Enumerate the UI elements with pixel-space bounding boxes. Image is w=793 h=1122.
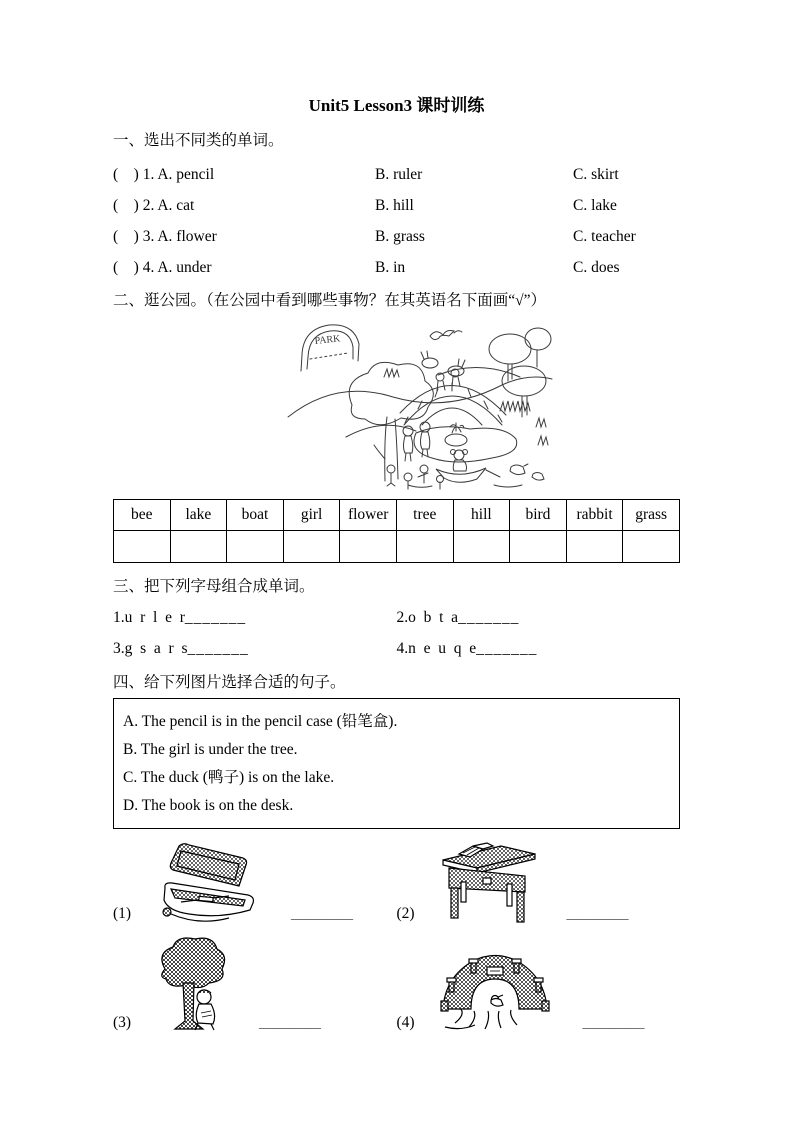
answer-cell[interactable] xyxy=(114,531,171,563)
scramble-letters: o b t a xyxy=(408,609,459,626)
option-c: C. skirt xyxy=(573,166,619,183)
exercise3-heading: 三、把下列字母组合成单词。 xyxy=(113,578,315,595)
picture-item-3 xyxy=(113,935,397,1033)
option-b: B. grass xyxy=(375,228,425,245)
book-on-desk-image xyxy=(435,838,539,924)
option-b: B. in xyxy=(375,259,406,276)
park-illustration xyxy=(288,319,552,491)
exercise1-row xyxy=(113,227,680,246)
answer-bracket[interactable]: ( ) xyxy=(113,228,139,245)
word-cell: lake xyxy=(170,500,227,531)
option-a: 1. A. pencil xyxy=(142,166,215,183)
duck-icon xyxy=(510,464,544,480)
answer-cell[interactable] xyxy=(283,531,340,563)
option-b: B. ruler xyxy=(375,166,423,183)
girl-under-tree-image xyxy=(151,935,231,1033)
answer-blank[interactable]: _______ xyxy=(458,609,520,626)
tree-icon xyxy=(349,362,433,481)
pencil-case-image xyxy=(151,842,263,924)
park-word-table xyxy=(113,499,680,563)
picture-item-4 xyxy=(397,943,681,1033)
park-sign-label: PARK xyxy=(314,333,341,347)
exercise3-grid xyxy=(113,597,680,659)
bridge-icon xyxy=(400,369,506,425)
answer-row xyxy=(114,531,680,563)
picture-number: (2) xyxy=(396,905,415,922)
answer-blank[interactable]: _______ xyxy=(187,640,249,657)
sentence-a: A. The pencil is in the pencil case (铅笔盒). xyxy=(123,713,398,730)
duck-under-bridge-image xyxy=(435,943,555,1033)
word-header-row xyxy=(114,500,680,531)
answer-bracket[interactable]: ( ) xyxy=(113,166,139,183)
exercise1-row xyxy=(113,196,680,215)
picture-answer-blank[interactable]: ________ xyxy=(582,1014,645,1031)
bird-icon xyxy=(430,331,462,340)
scramble-item xyxy=(113,608,397,628)
picture-row xyxy=(113,838,680,924)
sentence-box xyxy=(113,698,680,829)
picture-number: (1) xyxy=(113,905,132,922)
scramble-letters: g s a r s xyxy=(124,640,188,657)
exercise1-row xyxy=(113,258,680,277)
tree-icon xyxy=(489,328,551,417)
picture-item-2 xyxy=(397,838,681,924)
word-cell: tree xyxy=(396,500,453,531)
answer-cell[interactable] xyxy=(510,531,567,563)
picture-item-1 xyxy=(113,842,397,924)
exercise1-row xyxy=(113,165,680,184)
park-gate-icon xyxy=(301,325,359,371)
word-cell: boat xyxy=(227,500,284,531)
answer-cell[interactable] xyxy=(170,531,227,563)
option-a: 3. A. flower xyxy=(142,228,217,245)
scramble-letters: u r l e r xyxy=(124,609,185,626)
answer-cell[interactable] xyxy=(566,531,623,563)
word-cell: girl xyxy=(283,500,340,531)
page-title: Unit5 Lesson3 课时训练 xyxy=(308,96,485,115)
item-number: 4. xyxy=(396,640,409,657)
answer-cell[interactable] xyxy=(396,531,453,563)
option-c: C. teacher xyxy=(573,228,636,245)
option-c: C. lake xyxy=(573,197,617,214)
scramble-item xyxy=(397,608,681,628)
picture-answer-blank[interactable]: ________ xyxy=(259,1014,321,1031)
option-b: B. hill xyxy=(375,197,414,214)
option-a: 4. A. under xyxy=(142,259,212,276)
answer-bracket[interactable]: ( ) xyxy=(113,197,139,214)
exercise4-heading: 四、给下列图片选择合适的句子。 xyxy=(113,674,346,691)
word-cell: grass xyxy=(623,500,680,531)
answer-blank[interactable]: _______ xyxy=(184,609,247,626)
item-number: 2. xyxy=(396,609,409,626)
picture-answer-blank[interactable]: ________ xyxy=(566,905,629,922)
option-a: 2. A. cat xyxy=(142,197,195,214)
option-c: C. does xyxy=(573,259,620,276)
picture-answer-blank[interactable]: ________ xyxy=(291,905,353,922)
flower-icon xyxy=(387,465,444,489)
exercise2-heading: 二、逛公园。（在公园中看到哪些事物？在其英语名下面画“√”） xyxy=(113,292,547,309)
word-cell: flower xyxy=(340,500,397,531)
answer-cell[interactable] xyxy=(227,531,284,563)
rabbit-icon xyxy=(421,351,465,376)
scramble-letters: n e u q e xyxy=(408,640,477,657)
word-cell: bird xyxy=(510,500,567,531)
answer-blank[interactable]: _______ xyxy=(476,640,538,657)
sentence-c: C. The duck (鸭子) is on the lake. xyxy=(123,769,335,786)
answer-bracket[interactable]: ( ) xyxy=(113,259,139,276)
scramble-item xyxy=(397,639,681,659)
word-cell: rabbit xyxy=(566,500,623,531)
sentence-b: B. The girl is under the tree. xyxy=(123,741,298,758)
word-cell: hill xyxy=(453,500,510,531)
exercise1-heading: 一、选出不同类的单词。 xyxy=(113,132,284,149)
answer-cell[interactable] xyxy=(623,531,680,563)
answer-cell[interactable] xyxy=(340,531,397,563)
word-cell: bee xyxy=(114,500,171,531)
picture-number: (3) xyxy=(113,1014,132,1031)
picture-row xyxy=(113,935,680,1033)
item-number: 3. xyxy=(113,640,125,657)
scramble-item xyxy=(113,639,397,659)
picture-number: (4) xyxy=(396,1014,415,1031)
sentence-d: D. The book is on the desk. xyxy=(123,797,294,814)
item-number: 1. xyxy=(113,609,125,626)
answer-cell[interactable] xyxy=(453,531,510,563)
